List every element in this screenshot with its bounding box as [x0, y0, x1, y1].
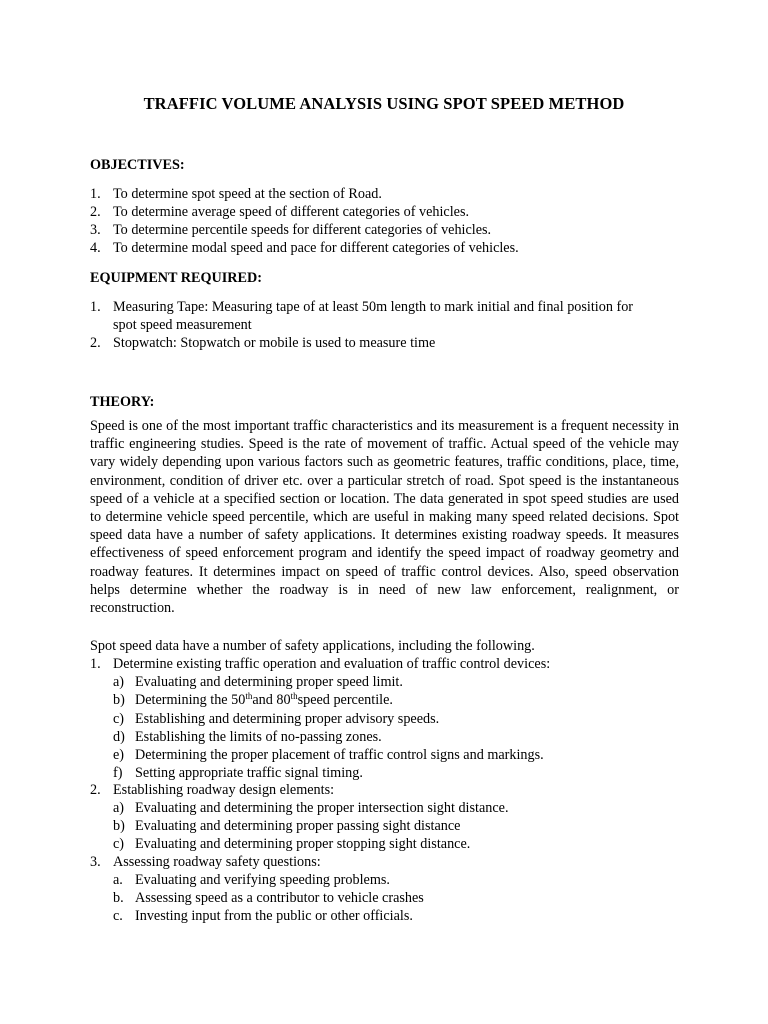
list-letter: a)	[113, 800, 125, 816]
list-letter: b)	[113, 692, 125, 708]
text-fragment: speed percentile.	[297, 692, 393, 708]
theory-heading: THEORY:	[90, 394, 155, 410]
list-text: To determine percentile speeds for different categories of vehicles.	[113, 222, 492, 238]
objectives-heading: OBJECTIVES:	[90, 157, 185, 173]
list-letter: e)	[113, 747, 125, 763]
list-letter: c)	[113, 711, 125, 727]
list-text: Establishing roadway design elements:	[113, 782, 335, 798]
list-text: Stopwatch: Stopwatch or mobile is used to measure time	[113, 335, 436, 351]
list-letter: b.	[113, 890, 124, 906]
list-number: 2.	[90, 204, 101, 220]
list-text: Establishing the limits of no-passing zones.	[135, 729, 382, 745]
list-text: Assessing roadway safety questions:	[113, 854, 321, 870]
list-letter: c.	[113, 908, 123, 924]
text-fragment: Determining the 50	[135, 692, 246, 708]
list-text: Determine existing traffic operation and evaluation of traffic control devices:	[113, 656, 551, 672]
list-text: Evaluating and determining proper stopping sight distance.	[135, 836, 471, 852]
equipment-item-continuation: spot speed measurement	[113, 317, 252, 333]
list-text: To determine modal speed and pace for different categories of vehicles.	[113, 240, 519, 256]
superscript: th	[290, 691, 298, 701]
list-text: Determining the proper placement of traffic control signs and markings.	[135, 747, 544, 763]
list-number: 2.	[90, 782, 101, 798]
text-fragment: and 80	[252, 692, 291, 708]
list-text: Evaluating and determining proper speed limit.	[135, 674, 403, 690]
list-text: Evaluating and determining proper passing sight distance	[135, 818, 461, 834]
applications-intro: Spot speed data have a number of safety applications, including the following.	[90, 638, 535, 654]
list-number: 3.	[90, 854, 101, 870]
list-text: Measuring Tape: Measuring tape of at least 50m length to mark initial and final position for	[113, 299, 634, 315]
list-number: 2.	[90, 335, 101, 351]
list-letter: a.	[113, 872, 123, 888]
list-text	[135, 692, 393, 709]
list-text: Setting appropriate traffic signal timing.	[135, 765, 363, 781]
list-number: 4.	[90, 240, 101, 256]
list-number: 1.	[90, 656, 101, 672]
list-letter: d)	[113, 729, 125, 745]
page-title: TRAFFIC VOLUME ANALYSIS USING SPOT SPEED METHOD	[143, 94, 625, 113]
list-number: 3.	[90, 222, 101, 238]
list-text: Evaluating and verifying speeding problems.	[135, 872, 390, 888]
theory-paragraph: Speed is one of the most important traffic characteristics and its measurement is a frequent necessity in traffic engineering studies. Speed is the rate of movement of traffic. Actual speed of the vehicle may vary widely depending upon various factors such as geometric features, traffic conditions, place, time, environment, condition of driver etc. over a particular stretch of road. Spot speed is the instantaneous speed of a vehicle at a specified section or location. The data generated in spot speed studies are used to determine vehicle speed percentile, which are useful in making many speed related decisions. Spot speed data have a number of safety applications. It determines existing roadway speeds. It measures effectiveness of speed enforcement program and identify the speed impact of roadway geometry and roadway features. It determines impact on speed of traffic control devices. Also, speed observation helps determine whether the roadway is in need of new law enforcement, realignment, or reconstruction.	[90, 418, 679, 617]
list-text: To determine average speed of different categories of vehicles.	[113, 204, 470, 220]
list-number: 1.	[90, 299, 101, 315]
list-number: 1.	[90, 186, 101, 202]
list-letter: a)	[113, 674, 125, 690]
list-letter: b)	[113, 818, 125, 834]
list-text: To determine spot speed at the section of Road.	[113, 186, 382, 202]
list-text: Establishing and determining proper advisory speeds.	[135, 711, 440, 727]
list-text: Evaluating and determining the proper intersection sight distance.	[135, 800, 509, 816]
equipment-heading: EQUIPMENT REQUIRED:	[90, 270, 262, 286]
superscript: th	[245, 691, 253, 701]
list-text: Investing input from the public or other officials.	[135, 908, 413, 924]
list-text: Assessing speed as a contributor to vehicle crashes	[135, 890, 424, 906]
list-letter: f)	[113, 765, 123, 781]
list-letter: c)	[113, 836, 125, 852]
